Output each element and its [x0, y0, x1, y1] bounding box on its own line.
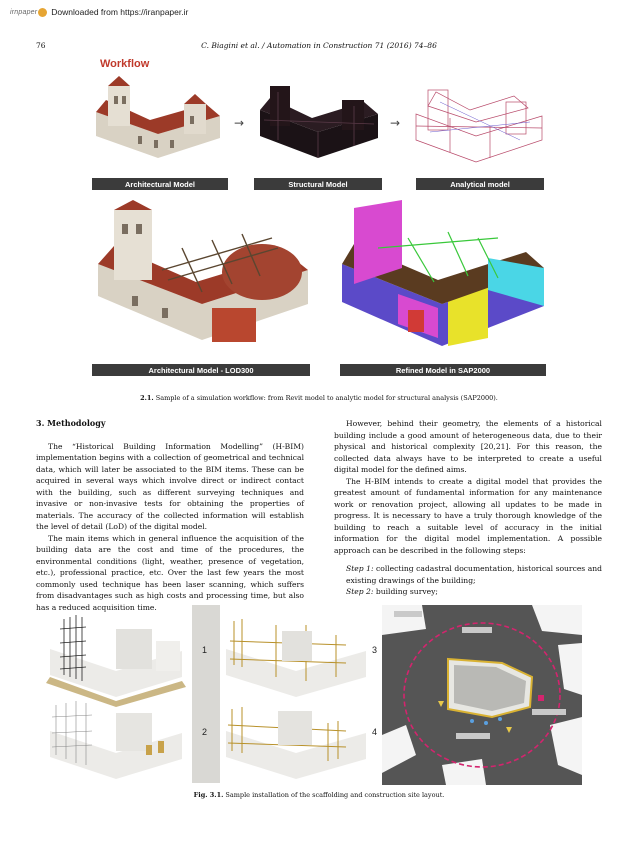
label-architectural-lod300: Architectural Model - LOD300: [92, 364, 310, 376]
panel-1-scaffolding: [46, 615, 186, 707]
caption-label: 2.1.: [140, 394, 154, 402]
panel-number-2: 2: [202, 727, 208, 737]
structural-model-image: [254, 80, 384, 176]
site-logo: [10, 8, 47, 17]
arrow-right-icon: →: [234, 116, 245, 130]
paragraph: The “Historical Building Information Modelling” (H-BIM) implementation begins with a collection of geometrical and technical data, which will later be associated to the BIM items. These can be acquired in several ways which involve direct or indirect contact with the building, such as different surveying techniques and invasive or non-invasive tests for obtaining the properties of materials. The accuracy of the collected information will establish the level of detail (LoD) of the digital model.: [36, 441, 304, 531]
panel-number-1: 1: [202, 645, 208, 655]
panel-2-scaffolding: [50, 701, 182, 779]
left-column: [36, 418, 304, 613]
download-banner[interactable]: [10, 4, 188, 20]
panel-3-scaffolding: [226, 619, 366, 697]
architectural-lod300-image: [92, 200, 312, 360]
analytical-model-image: [410, 82, 550, 178]
journal-citation: C. Biagini et al. / Automation in Construction 71 (2016) 74–86: [201, 41, 437, 50]
scaffolding-panels-image: [46, 605, 368, 785]
figure-workflow: [82, 52, 556, 382]
panel-number-3: 3: [372, 645, 378, 655]
right-column: [334, 418, 602, 598]
step-label: Step 2:: [346, 587, 374, 596]
step-label: Step 1:: [346, 564, 374, 573]
figure-2-1-caption: [36, 394, 602, 402]
caption-text: Sample of a simulation workflow: from Revit model to analytic model for structural analysis (SAP2000).: [153, 394, 498, 402]
caption-text: Sample installation of the scaffolding and construction site layout.: [223, 791, 445, 799]
panel-number-4: 4: [372, 727, 378, 737]
step-item: [334, 563, 602, 586]
logo-mark-icon: [38, 8, 47, 17]
figure-3-1-caption: [36, 791, 602, 799]
refined-sap2000-image: [338, 198, 548, 360]
arrow-right-icon: →: [390, 116, 401, 130]
label-structural-model: Structural Model: [254, 178, 382, 190]
page-number: 76: [36, 41, 46, 50]
step-text: collecting cadastral documentation, historical sources and existing drawings of the building;: [346, 564, 602, 585]
step-item: [334, 586, 602, 598]
caption-label: Fig. 3.1.: [193, 791, 224, 799]
paragraph: However, behind their geometry, the elements of a historical building include a good amount of heterogeneous data, due to their physical and historical complexity [20,21]. For this reason, the collected data always have to be interpreted to create a useful digital model for the defined aims.: [334, 419, 602, 474]
paragraph: The H-BIM intends to create a digital model that provides the greatest amount of fundamental information for any maintenance work or renovation project, allowing all updates to be made in progress. It is necessary to have a truly thorough knowledge of the building to reach a suitable level of accuracy in the initial information for the digital model implementation. A possible approach can be described in the following steps:: [334, 476, 602, 555]
site-layout-plan-image: [382, 605, 582, 785]
figure-scaffolding-layout: [46, 605, 584, 785]
label-analytical-model: Analytical model: [416, 178, 544, 190]
label-refined-model-sap2000: Refined Model in SAP2000: [340, 364, 546, 376]
architectural-model-image: [88, 76, 228, 174]
section-heading: 3. Methodology: [36, 418, 106, 428]
step-text: building survey;: [373, 587, 438, 596]
download-source-text[interactable]: Downloaded from https://iranpaper.ir: [51, 7, 189, 17]
workflow-title: Workflow: [100, 58, 150, 70]
label-architectural-model: Architectural Model: [92, 178, 228, 190]
site-logo-text: irnpaper: [10, 8, 38, 16]
panel-4-scaffolding: [226, 707, 366, 779]
paragraph: The main items which in general influence the acquisition of the building data are the cost and time of the procedures, the environmental conditions (light, weather, presence of vegetation, etc.), professional practice, etc. Over the last few years the most commonly used technique has been laser scanning, which suffers from disadvantages such as high costs and processing time, but also has a reduced acquisition time.: [36, 533, 304, 612]
